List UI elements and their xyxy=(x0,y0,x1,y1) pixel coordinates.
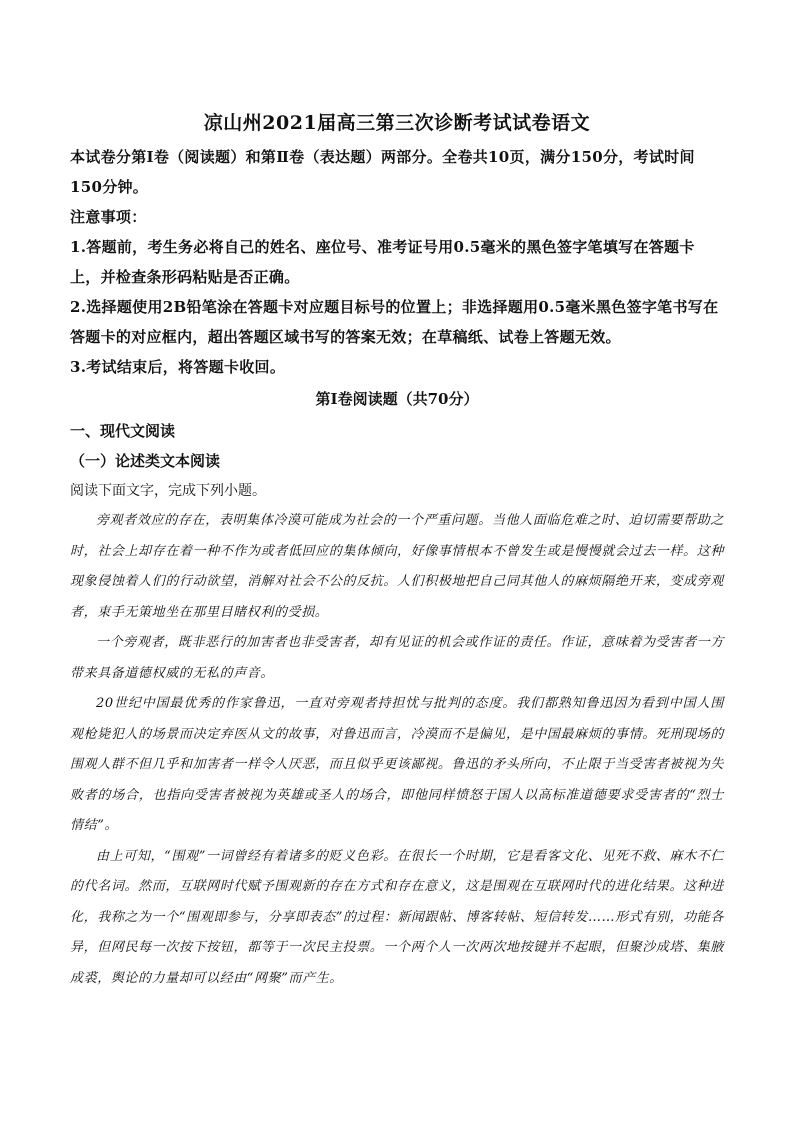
passage-paragraph-1: 旁观者效应的存在，表明集体冷漠可能成为社会的一个严重问题。当他人面临危难之时、迫切需要帮助之时，社会上却存在着一种不作为或者低回应的集体倾向，好像事情根本不曾发生或是慢慢就会过去一样。这种现象侵蚀着人们的行动欲望，消解对社会不公的反抗。人们积极地把自己同其他人的麻烦隔绝开来，变成旁观者，束手无策地坐在那里目睹权利的受损。 xyxy=(70,513,724,620)
passage-paragraph-2: 一个旁观者，既非恶行的加害者也非受害者，却有见证的机会或作证的责任。作证，意味着为受害者一方带来具备道德权威的无私的声音。 xyxy=(70,635,724,681)
notice-item-2: 2.选择题使用2B铅笔涂在答题卡对应题目标号的位置上；非选择题用0.5毫米黑色签字笔书写在答题卡的对应框内，超出答题区域书写的答案无效；在草稿纸、试卷上答题无效。 xyxy=(70,298,719,346)
exam-title: 凉山州2021届高三第三次诊断考试试卷语文 xyxy=(203,112,591,134)
reading-instruction: 阅读下面文字，完成下列小题。 xyxy=(70,483,266,499)
notice-item-1: 1.答题前，考生务必将自己的姓名、座位号、准考证号用0.5毫米的黑色签字笔填写在答题卡上，并检查条形码粘贴是否正确。 xyxy=(70,238,695,286)
notice-label: 注意事项： xyxy=(70,208,147,226)
notice-item-3: 3.考试结束后，将答题卡收回。 xyxy=(70,358,286,376)
sub-heading: （一）论述类文本阅读 xyxy=(70,452,221,470)
passage-paragraph-4: 由上可知，“围观”一词曾经有着诸多的贬义色彩。在很长一个时期，它是看客文化、见死不救、麻木不仁的代名词。然而，互联网时代赋予围观新的存在方式和存在意义，这是围观在互联网时代的进化结果。这种进化，我称之为一个“围观即参与，分享即表态”的过程：新闻跟帖、博客转帖、短信转发……形式有别，功能各异，但网民每一次按下按钮，都等于一次民主投票。一个两个人一次两次地按键并不起眼，但聚沙成塔、集腋成裘，舆论的力量却可以经由“网聚”而产生。 xyxy=(70,848,724,986)
passage-paragraph-3: 20世纪中国最优秀的作家鲁迅，一直对旁观者持担忧与批判的态度。我们都熟知鲁迅因为看到中国人围观枪毙犯人的场景而决定弃医从文的故事，对鲁迅而言，冷漠而不是偏见，是中国最麻烦的事情。死刑现场的围观人群不但几乎和加害者一样令人厌恶，而且似乎更该鄙视。鲁迅的矛头所向，不止限于当受害者被视为失败者的场合，也指向受害者被视为英雄或圣人的场合，即他同样愤怒于国人以高标准道德要求受害者的“烈士情结”。 xyxy=(70,696,724,833)
exam-intro: 本试卷分第Ⅰ卷（阅读题）和第Ⅱ卷（表达题）两部分。全卷共10页，满分150分，考试时间150分钟。 xyxy=(70,148,695,196)
part-heading: 一、现代文阅读 xyxy=(70,422,176,440)
exam-page xyxy=(70,108,724,994)
section-title: 第Ⅰ卷阅读题（共70分） xyxy=(315,390,479,408)
